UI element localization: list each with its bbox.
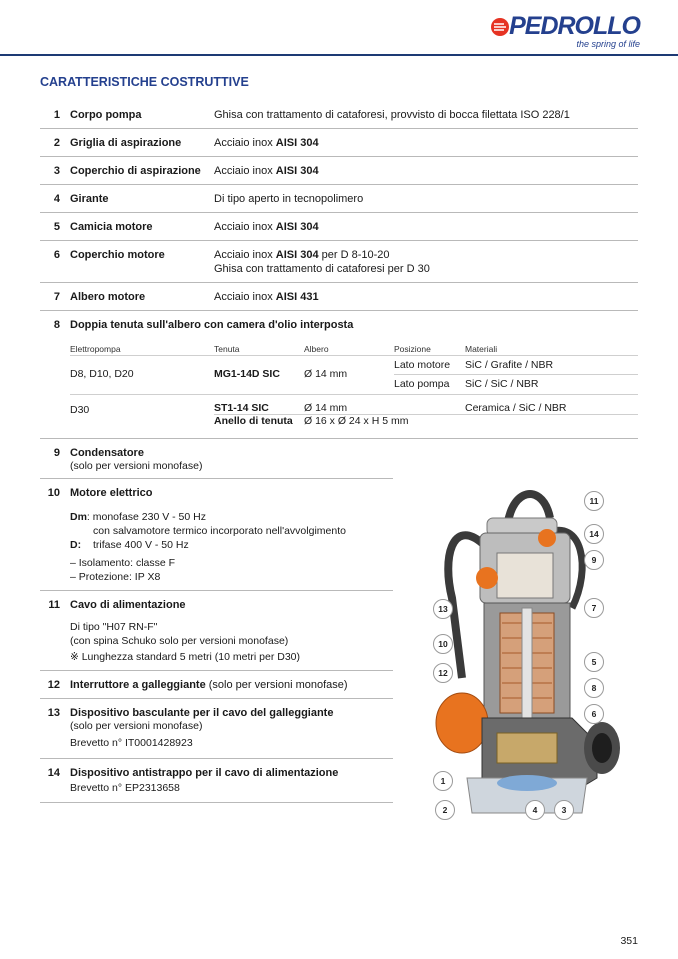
seal-model: MG1-14D SIC — [214, 368, 280, 380]
row-number: 1 — [53, 109, 60, 121]
seal-header-seal: Tenuta — [214, 344, 240, 354]
row-label: Girante — [70, 193, 109, 205]
row-value: Acciaio inox AISI 304 — [214, 137, 319, 149]
motor-tri-key: D: — [70, 539, 82, 551]
seal-header-shaft: Albero — [304, 344, 329, 354]
table-rule — [70, 355, 638, 356]
seal-materials: SiC / SiC / NBR — [465, 378, 539, 390]
row-value: Ghisa con trattamento di cataforesi, provvisto di bocca filettata ISO 228/1 — [214, 109, 570, 121]
callout-14: 14 — [584, 524, 604, 544]
table-rule — [70, 394, 638, 395]
row-value: Acciaio inox AISI 304 per D 8-10-20 — [214, 249, 390, 261]
row-number: 14 — [47, 767, 60, 779]
seal-shaft: Ø 14 mm — [304, 368, 348, 380]
item-note: (solo per versioni monofase) — [70, 720, 203, 732]
callout-13: 13 — [433, 599, 453, 619]
callout-9: 9 — [584, 550, 604, 570]
spec-row — [40, 185, 638, 213]
row-label: Camicia motore — [70, 221, 153, 233]
spec-row — [40, 129, 638, 157]
row-label: Coperchio motore — [70, 249, 165, 261]
callout-2: 2 — [435, 800, 455, 820]
item-note: Brevetto n° EP2313658 — [70, 782, 180, 794]
brand-tagline: the spring of life — [576, 39, 640, 49]
row-label: Motore elettrico — [70, 487, 153, 499]
seal-shaft: Ø 14 mm — [304, 402, 348, 414]
item-note: (solo per versioni monofase) — [70, 460, 203, 472]
spec-row — [40, 101, 638, 129]
seal-position: Lato motore — [394, 359, 451, 371]
seal-materials: Ceramica / SiC / NBR — [465, 402, 567, 414]
row-number: 11 — [48, 599, 60, 611]
seal-header-position: Posizione — [394, 344, 431, 354]
row-value: Acciaio inox AISI 304 — [214, 221, 319, 233]
seal-pump: D30 — [70, 404, 90, 416]
row-label: Dispositivo antistrappo per il cavo di alimentazione — [70, 767, 339, 779]
seal-header-pump: Elettropompa — [70, 344, 121, 354]
item-note: ※ Lunghezza standard 5 metri (10 metri per D30) — [70, 651, 300, 663]
row-label: Corpo pompa — [70, 109, 142, 121]
row-value: Acciaio inox AISI 431 — [214, 291, 319, 303]
seal-ring: Anello di tenuta — [214, 415, 293, 427]
item-row — [40, 671, 393, 699]
callout-12: 12 — [433, 663, 453, 683]
seal-header-materials: Materiali — [465, 344, 498, 354]
seal-ring-size: Ø 16 x Ø 24 x H 5 mm — [304, 415, 409, 427]
row-label: Interruttore a galleggiante (solo per versioni monofase) — [70, 679, 348, 691]
item-row — [40, 699, 393, 759]
row-label: Condensatore — [70, 447, 144, 459]
header-rule — [0, 54, 678, 56]
row-number: 6 — [53, 249, 60, 261]
motor-mono: Dm: monofase 230 V - 50 Hz — [70, 511, 206, 523]
row-label: Dispositivo basculante per il cavo del galleggiante — [70, 707, 334, 719]
seal-materials: SiC / Grafite / NBR — [465, 359, 554, 371]
motor-mono-note: con salvamotore termico incorporato nell'avvolgimento — [93, 525, 346, 537]
item-row — [40, 479, 393, 591]
item-note: Brevetto n° IT0001428923 — [70, 737, 193, 749]
callout-7: 7 — [584, 598, 604, 618]
item-row — [40, 759, 393, 803]
callout-1: 1 — [433, 771, 453, 791]
row-value-line2: Ghisa con trattamento di cataforesi per D 30 — [214, 263, 430, 275]
row-number: 5 — [53, 221, 60, 233]
spec-row — [40, 283, 638, 311]
row-number: 3 — [53, 165, 60, 177]
callout-5: 5 — [584, 652, 604, 672]
seal-position: Lato pompa — [394, 378, 450, 390]
row-number: 10 — [47, 487, 60, 499]
row-label: Cavo di alimentazione — [70, 599, 186, 611]
spec-row — [40, 157, 638, 185]
pedrollo-logo — [490, 12, 640, 52]
row-number: 2 — [53, 137, 60, 149]
row-number: 13 — [47, 707, 60, 719]
row-label: Albero motore — [70, 291, 146, 303]
row-number: 12 — [47, 679, 60, 691]
row-value: Acciaio inox AISI 304 — [214, 165, 319, 177]
page-number: 351 — [620, 935, 638, 947]
row-number: 9 — [53, 447, 60, 459]
spec-row — [40, 213, 638, 241]
row-number: 8 — [53, 319, 60, 331]
row-number: 7 — [53, 291, 60, 303]
item-note: (con spina Schuko solo per versioni monofase) — [70, 635, 289, 647]
item-note: Di tipo "H07 RN-F" — [70, 621, 158, 633]
row-value: Di tipo aperto in tecnopolimero — [214, 193, 364, 205]
callout-11: 11 — [584, 491, 604, 511]
row-number: 4 — [53, 193, 60, 205]
callout-10: 10 — [433, 634, 453, 654]
seal-pump: D8, D10, D20 — [70, 368, 134, 380]
row-label: Griglia di aspirazione — [70, 137, 182, 149]
callout-4: 4 — [525, 800, 545, 820]
spec-row — [40, 241, 638, 283]
seal-row — [40, 311, 638, 439]
callout-6: 6 — [584, 704, 604, 724]
section-title: CARATTERISTICHE COSTRUTTIVE — [40, 75, 249, 89]
row-label: Doppia tenuta sull'albero con camera d'olio interposta — [70, 319, 354, 331]
row-label: Coperchio di aspirazione — [70, 165, 201, 177]
motor-insulation: – Isolamento: classe F — [70, 557, 176, 569]
callout-8: 8 — [584, 678, 604, 698]
brand-name: PEDROLLO — [509, 12, 640, 40]
item-row — [40, 439, 393, 479]
item-row — [40, 591, 393, 671]
callout-3: 3 — [554, 800, 574, 820]
table-rule — [394, 374, 638, 375]
seal-model: ST1-14 SIC — [214, 402, 269, 414]
logo-drop-icon — [490, 17, 510, 37]
motor-tri: trifase 400 V - 50 Hz — [93, 539, 189, 551]
motor-protection: – Protezione: IP X8 — [70, 571, 161, 583]
